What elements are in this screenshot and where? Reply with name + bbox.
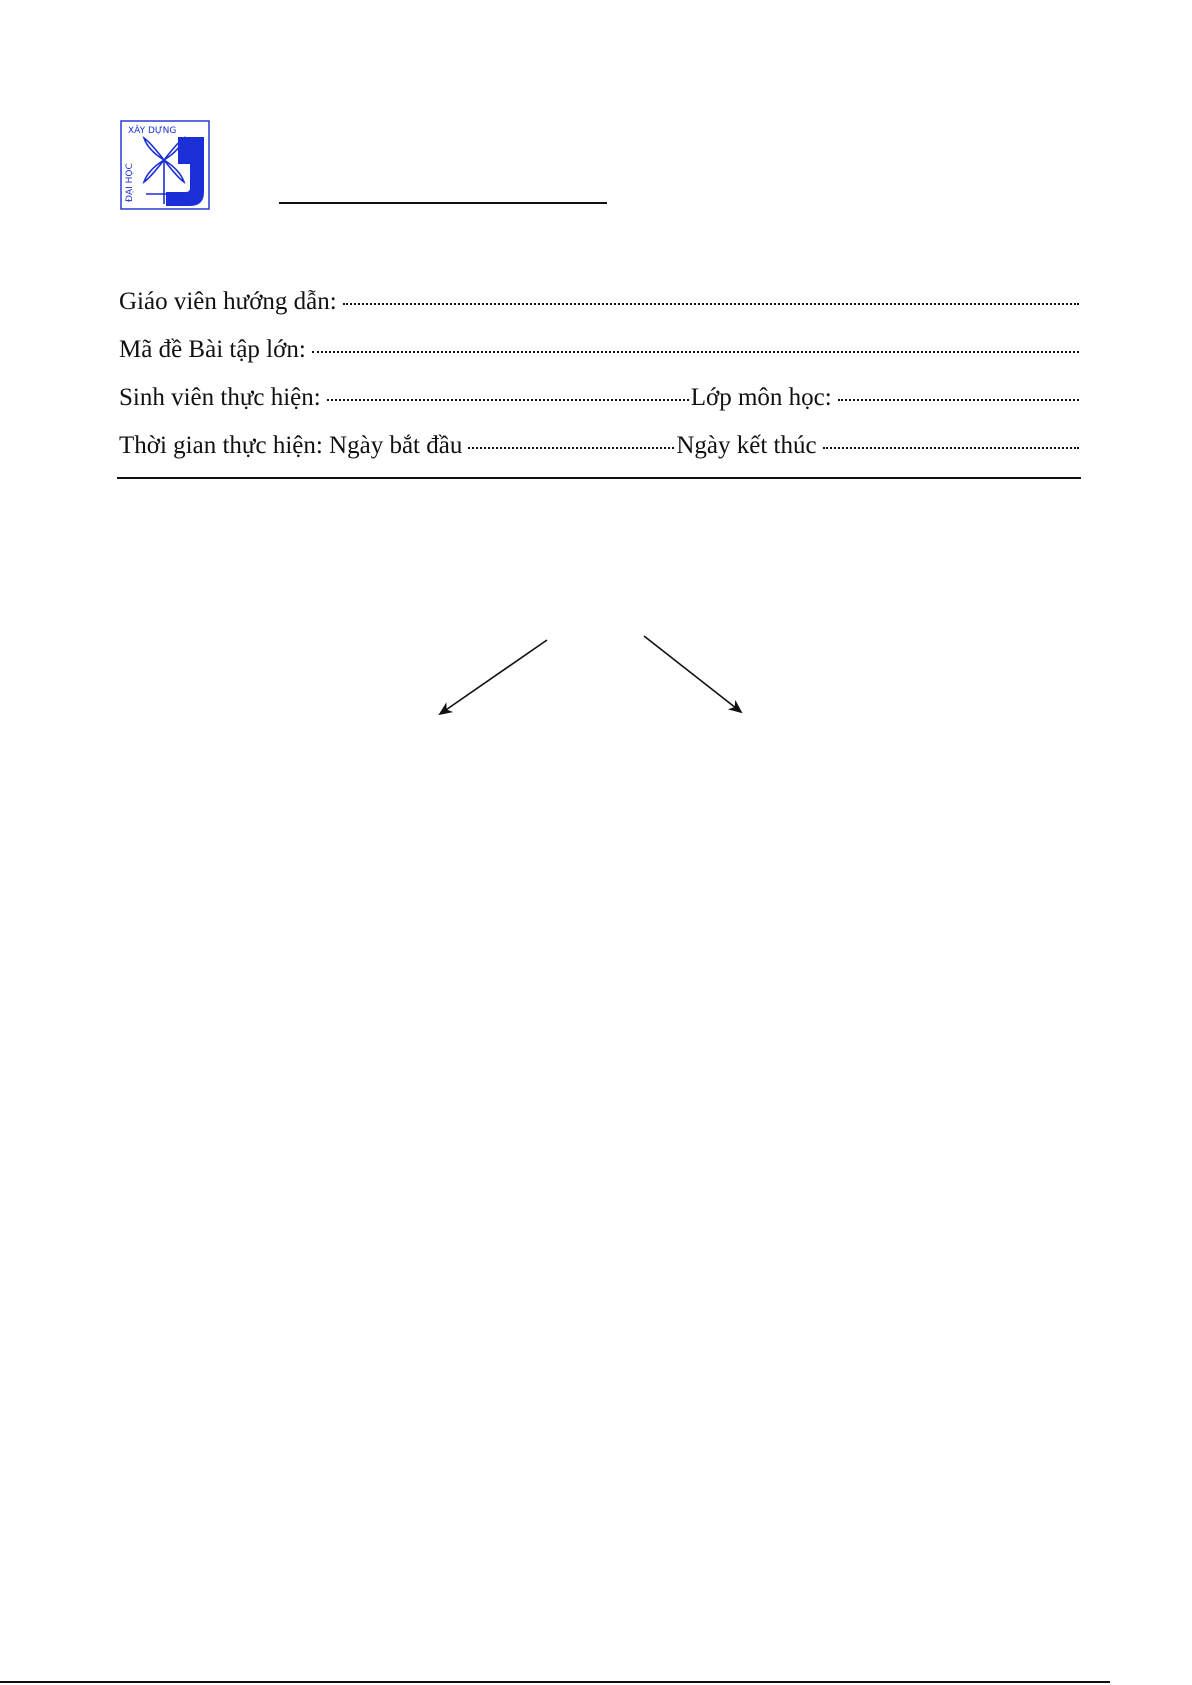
header-title-line — [279, 202, 607, 204]
start-date-label: Thời gian thực hiện: Ngày bắt đầu — [119, 432, 463, 459]
footer-line — [0, 1681, 1110, 1683]
diagram-arrows — [420, 620, 760, 720]
class-label: Lớp môn học: — [690, 384, 832, 411]
time-row — [119, 422, 1079, 470]
logo-top-text: XÂY DỰNG — [128, 126, 177, 136]
assignment-code-row — [119, 326, 1079, 374]
logo-side-text: ĐẠI HỌC — [125, 163, 135, 202]
student-label: Sinh viên thực hiện: — [119, 384, 321, 411]
start-date-field[interactable] — [468, 447, 674, 449]
end-date-label: Ngày kết thúc — [676, 432, 817, 459]
university-logo — [120, 120, 212, 212]
advisor-field[interactable] — [343, 303, 1079, 305]
class-field[interactable] — [838, 399, 1079, 401]
right-arrow — [644, 636, 741, 712]
university-logo-icon — [120, 120, 212, 212]
advisor-label: Giáo viên hướng dẫn: — [119, 288, 337, 315]
left-arrow — [440, 640, 547, 714]
assignment-info-form — [119, 278, 1079, 470]
advisor-row — [119, 278, 1079, 326]
student-class-row — [119, 374, 1079, 422]
assignment-code-label: Mã đề Bài tập lớn: — [119, 336, 306, 363]
end-date-field[interactable] — [823, 447, 1079, 449]
assignment-code-field[interactable] — [312, 351, 1079, 353]
form-bottom-line — [117, 477, 1081, 479]
student-field[interactable] — [327, 399, 689, 401]
